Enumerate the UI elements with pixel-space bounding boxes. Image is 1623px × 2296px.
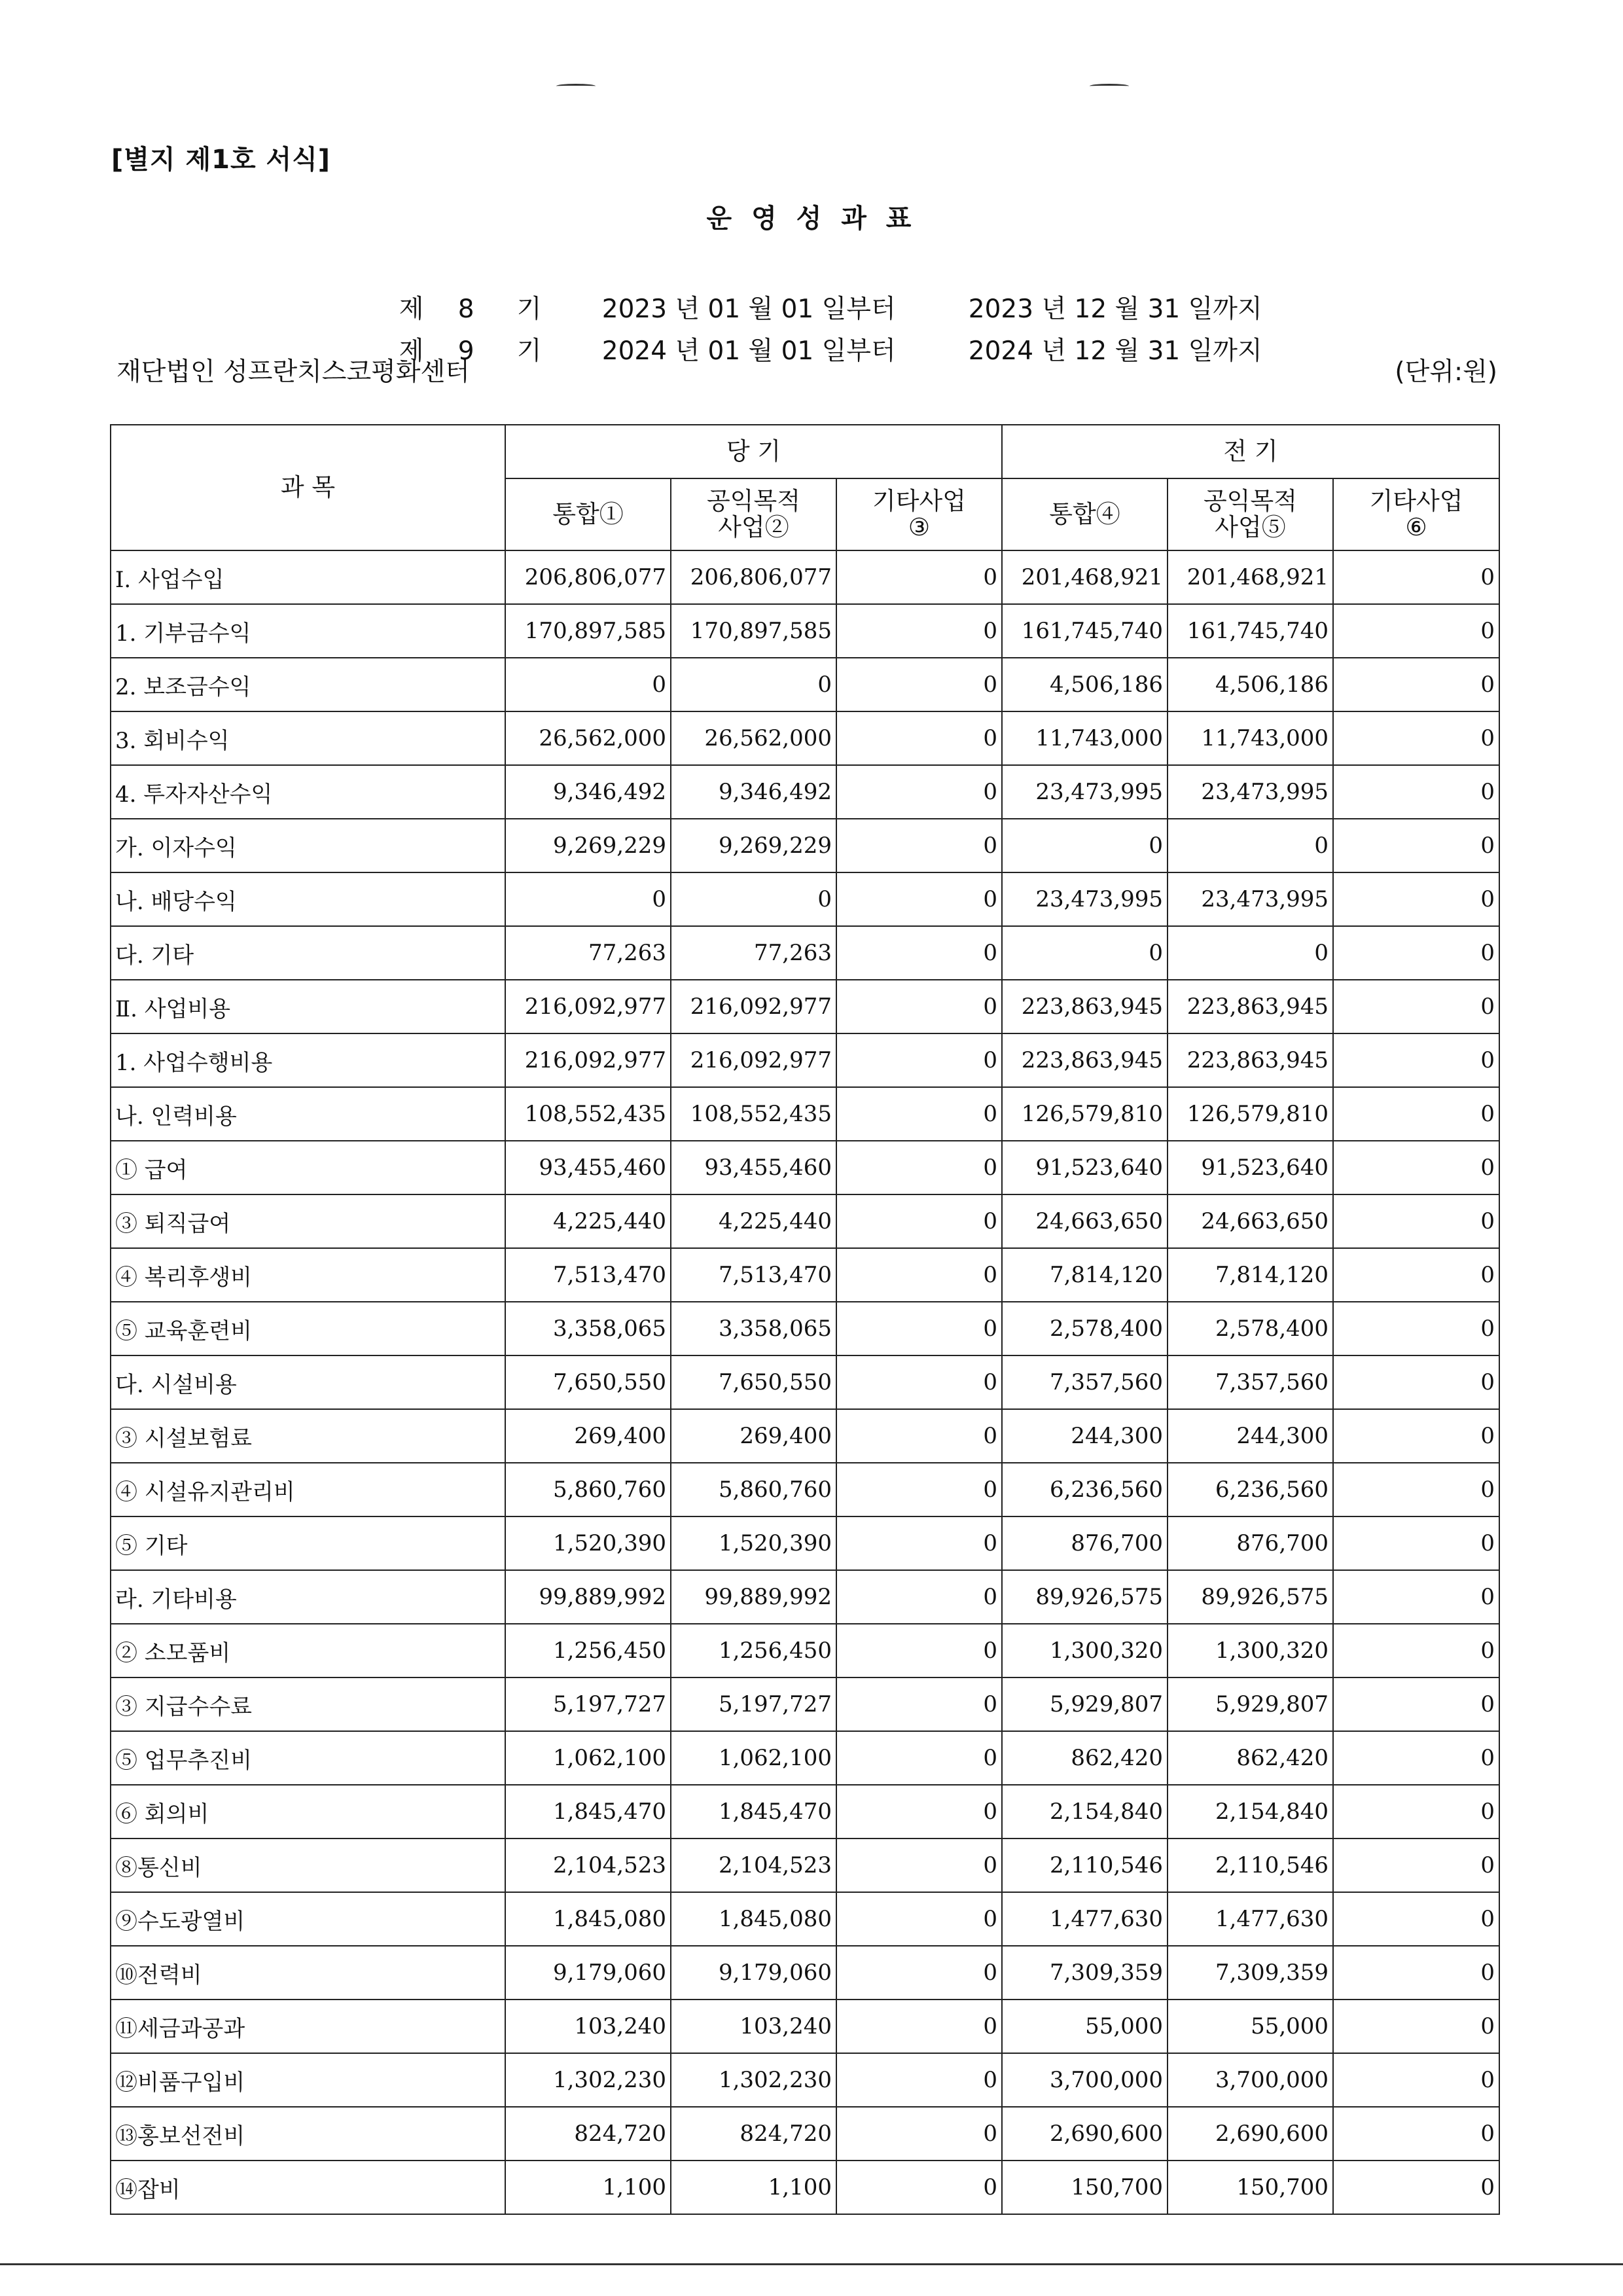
amount-cell: 0: [836, 1087, 1002, 1141]
period-number: 8: [457, 295, 474, 324]
amount-cell: 0: [1333, 1892, 1499, 1946]
amount-cell: 7,513,470: [505, 1248, 671, 1302]
table-row: [111, 1946, 1499, 2000]
amount-cell: 150,700: [1168, 2161, 1333, 2214]
table-body: [111, 550, 1499, 2214]
table-row: [111, 1570, 1499, 1624]
amount-cell: 0: [836, 980, 1002, 1033]
amount-cell: 55,000: [1002, 2000, 1168, 2053]
amount-cell: 2,104,523: [671, 1839, 836, 1892]
amount-cell: 2,690,600: [1168, 2107, 1333, 2161]
amount-cell: 223,863,945: [1168, 1033, 1333, 1087]
amount-cell: 55,000: [1168, 2000, 1333, 2053]
amount-cell: 0: [836, 1624, 1002, 1677]
amount-cell: 4,225,440: [505, 1194, 671, 1248]
amount-cell: 0: [836, 872, 1002, 926]
table-row: [111, 1516, 1499, 1570]
table-row: [111, 765, 1499, 819]
account-label: ⑨수도광열비: [111, 1892, 505, 1946]
table-row: [111, 1463, 1499, 1516]
amount-cell: 3,700,000: [1002, 2053, 1168, 2107]
amount-cell: 2,578,400: [1168, 1302, 1333, 1355]
amount-cell: 9,346,492: [671, 765, 836, 819]
table-row: [111, 1624, 1499, 1677]
amount-cell: 91,523,640: [1168, 1141, 1333, 1194]
amount-cell: 103,240: [505, 2000, 671, 2053]
amount-cell: 5,197,727: [505, 1677, 671, 1731]
amount-cell: 0: [1333, 711, 1499, 765]
amount-cell: 244,300: [1002, 1409, 1168, 1463]
amount-cell: 26,562,000: [505, 711, 671, 765]
table-row: [111, 1785, 1499, 1839]
account-label: 나. 배당수익: [111, 872, 505, 926]
amount-cell: 2,154,840: [1002, 1785, 1168, 1839]
amount-cell: 0: [836, 1463, 1002, 1516]
amount-cell: 7,309,359: [1002, 1946, 1168, 2000]
amount-cell: 4,225,440: [671, 1194, 836, 1248]
amount-cell: 2,110,546: [1168, 1839, 1333, 1892]
amount-cell: 0: [836, 1194, 1002, 1248]
amount-cell: 1,302,230: [671, 2053, 836, 2107]
amount-cell: 0: [1333, 1839, 1499, 1892]
amount-cell: 5,860,760: [505, 1463, 671, 1516]
column-header: 공익목적 사업⑤: [1168, 478, 1333, 550]
amount-cell: 244,300: [1168, 1409, 1333, 1463]
amount-cell: 5,929,807: [1002, 1677, 1168, 1731]
amount-cell: 0: [1333, 2053, 1499, 2107]
amount-cell: 0: [836, 1839, 1002, 1892]
amount-cell: 0: [1333, 604, 1499, 658]
amount-cell: 24,663,650: [1168, 1194, 1333, 1248]
table-row: [111, 1033, 1499, 1087]
account-label: 3. 회비수익: [111, 711, 505, 765]
account-label: ① 급여: [111, 1141, 505, 1194]
amount-cell: 3,358,065: [505, 1302, 671, 1355]
account-label: ② 소모품비: [111, 1624, 505, 1677]
amount-cell: 0: [836, 1248, 1002, 1302]
account-label: ⑧통신비: [111, 1839, 505, 1892]
amount-cell: 2,690,600: [1002, 2107, 1168, 2161]
table-row: [111, 604, 1499, 658]
amount-cell: 3,700,000: [1168, 2053, 1333, 2107]
amount-cell: 23,473,995: [1168, 872, 1333, 926]
table-row: [111, 1194, 1499, 1248]
amount-cell: 0: [1333, 2107, 1499, 2161]
column-header: 통합④: [1002, 478, 1168, 550]
amount-cell: 4,506,186: [1168, 658, 1333, 711]
amount-cell: 3,358,065: [671, 1302, 836, 1355]
period-je: 제: [399, 295, 424, 324]
operating-results-table: [110, 424, 1500, 2215]
period-je: 제: [399, 336, 424, 366]
amount-cell: 0: [1333, 2000, 1499, 2053]
amount-cell: 0: [1333, 550, 1499, 604]
table-row: [111, 819, 1499, 872]
amount-cell: 0: [505, 658, 671, 711]
amount-cell: 223,863,945: [1168, 980, 1333, 1033]
amount-cell: 0: [836, 550, 1002, 604]
amount-cell: 0: [836, 1033, 1002, 1087]
amount-cell: 0: [836, 1785, 1002, 1839]
amount-cell: 5,929,807: [1168, 1677, 1333, 1731]
period-to: 2023 년 12 월 31 일까지: [968, 295, 1262, 324]
amount-cell: 126,579,810: [1002, 1087, 1168, 1141]
account-label: ⑤ 교육훈련비: [111, 1302, 505, 1355]
amount-cell: 0: [836, 604, 1002, 658]
table-row: [111, 1302, 1499, 1355]
amount-cell: 99,889,992: [505, 1570, 671, 1624]
amount-cell: 0: [1333, 1033, 1499, 1087]
unit-label: (단위:원): [1395, 357, 1497, 387]
amount-cell: 1,477,630: [1002, 1892, 1168, 1946]
period-number: 9: [457, 336, 474, 366]
amount-cell: 161,745,740: [1002, 604, 1168, 658]
amount-cell: 1,100: [505, 2161, 671, 2214]
amount-cell: 0: [1333, 1516, 1499, 1570]
table-row: [111, 1087, 1499, 1141]
account-label: ③ 시설보험료: [111, 1409, 505, 1463]
table-row: [111, 2053, 1499, 2107]
amount-cell: 201,468,921: [1002, 550, 1168, 604]
amount-cell: 23,473,995: [1002, 765, 1168, 819]
amount-cell: 23,473,995: [1168, 765, 1333, 819]
account-label: ⑭잡비: [111, 2161, 505, 2214]
amount-cell: 0: [836, 711, 1002, 765]
current-period-header: 당 기: [505, 425, 1002, 478]
amount-cell: 862,420: [1002, 1731, 1168, 1785]
amount-cell: 7,309,359: [1168, 1946, 1333, 2000]
account-label: 1. 사업수행비용: [111, 1033, 505, 1087]
amount-cell: 269,400: [671, 1409, 836, 1463]
amount-cell: 0: [836, 1516, 1002, 1570]
amount-cell: 9,179,060: [671, 1946, 836, 2000]
amount-cell: 7,814,120: [1168, 1248, 1333, 1302]
amount-cell: 0: [1333, 1302, 1499, 1355]
column-header: 기타사업 ⑥: [1333, 478, 1499, 550]
amount-cell: 0: [836, 819, 1002, 872]
amount-cell: 0: [836, 765, 1002, 819]
amount-cell: 1,300,320: [1168, 1624, 1333, 1677]
amount-cell: 108,552,435: [505, 1087, 671, 1141]
amount-cell: 24,663,650: [1002, 1194, 1168, 1248]
table-row: [111, 2161, 1499, 2214]
table-row: [111, 2107, 1499, 2161]
account-label: 나. 인력비용: [111, 1087, 505, 1141]
amount-cell: 9,346,492: [505, 765, 671, 819]
amount-cell: 0: [1333, 1785, 1499, 1839]
amount-cell: 0: [1333, 1194, 1499, 1248]
amount-cell: 0: [1333, 1731, 1499, 1785]
amount-cell: 89,926,575: [1002, 1570, 1168, 1624]
amount-cell: 5,197,727: [671, 1677, 836, 1731]
amount-cell: 5,860,760: [671, 1463, 836, 1516]
amount-cell: 89,926,575: [1168, 1570, 1333, 1624]
account-label: 1. 기부금수익: [111, 604, 505, 658]
amount-cell: 99,889,992: [671, 1570, 836, 1624]
amount-cell: 1,845,080: [671, 1892, 836, 1946]
account-label: 2. 보조금수익: [111, 658, 505, 711]
amount-cell: 0: [1002, 926, 1168, 980]
amount-cell: 9,179,060: [505, 1946, 671, 2000]
account-label: 다. 기타: [111, 926, 505, 980]
amount-cell: 77,263: [505, 926, 671, 980]
account-label: 가. 이자수익: [111, 819, 505, 872]
amount-cell: 0: [836, 1570, 1002, 1624]
amount-cell: 0: [1333, 1248, 1499, 1302]
amount-cell: 77,263: [671, 926, 836, 980]
amount-cell: 11,743,000: [1002, 711, 1168, 765]
amount-cell: 108,552,435: [671, 1087, 836, 1141]
amount-cell: 824,720: [505, 2107, 671, 2161]
bottom-rule: [0, 2263, 1623, 2265]
amount-cell: 7,650,550: [505, 1355, 671, 1409]
account-label: ⑬홍보선전비: [111, 2107, 505, 2161]
amount-cell: 1,845,470: [671, 1785, 836, 1839]
amount-cell: 0: [1333, 1946, 1499, 2000]
table-row: [111, 1677, 1499, 1731]
amount-cell: 2,110,546: [1002, 1839, 1168, 1892]
column-header: 공익목적 사업②: [671, 478, 836, 550]
amount-cell: 0: [836, 2107, 1002, 2161]
amount-cell: 0: [836, 1355, 1002, 1409]
amount-cell: 0: [836, 2161, 1002, 2214]
table-row: [111, 872, 1499, 926]
amount-cell: 0: [1333, 872, 1499, 926]
amount-cell: 103,240: [671, 2000, 836, 2053]
period-to: 2024 년 12 월 31 일까지: [968, 336, 1262, 366]
amount-cell: 7,650,550: [671, 1355, 836, 1409]
amount-cell: 0: [836, 926, 1002, 980]
amount-cell: 0: [671, 658, 836, 711]
amount-cell: 0: [1168, 819, 1333, 872]
scan-mark-right: [1090, 84, 1129, 88]
amount-cell: 0: [836, 2053, 1002, 2107]
account-label: 4. 투자자산수익: [111, 765, 505, 819]
period-line-2: [383, 301, 1262, 367]
table-row: [111, 1892, 1499, 1946]
amount-cell: 161,745,740: [1168, 604, 1333, 658]
amount-cell: 91,523,640: [1002, 1141, 1168, 1194]
amount-cell: 0: [1333, 1570, 1499, 1624]
table-row: [111, 1409, 1499, 1463]
amount-cell: 876,700: [1002, 1516, 1168, 1570]
table-row: [111, 1355, 1499, 1409]
amount-cell: 216,092,977: [505, 1033, 671, 1087]
amount-cell: 170,897,585: [671, 604, 836, 658]
amount-cell: 0: [1333, 658, 1499, 711]
account-label: ⑥ 회의비: [111, 1785, 505, 1839]
amount-cell: 0: [836, 1409, 1002, 1463]
amount-cell: 7,357,560: [1002, 1355, 1168, 1409]
account-label: ③ 퇴직급여: [111, 1194, 505, 1248]
account-label: ③ 지급수수료: [111, 1677, 505, 1731]
amount-cell: 170,897,585: [505, 604, 671, 658]
amount-cell: 206,806,077: [505, 550, 671, 604]
account-label: ④ 시설유지관리비: [111, 1463, 505, 1516]
amount-cell: 0: [836, 1141, 1002, 1194]
amount-cell: 0: [1333, 1677, 1499, 1731]
amount-cell: 0: [836, 658, 1002, 711]
account-label: ⑤ 업무추진비: [111, 1731, 505, 1785]
amount-cell: 0: [836, 1892, 1002, 1946]
amount-cell: 0: [1333, 765, 1499, 819]
period-gi: 기: [516, 336, 542, 366]
account-label: ⑫비품구입비: [111, 2053, 505, 2107]
prior-period-header: 전 기: [1002, 425, 1499, 478]
amount-cell: 216,092,977: [505, 980, 671, 1033]
amount-cell: 7,357,560: [1168, 1355, 1333, 1409]
amount-cell: 150,700: [1002, 2161, 1168, 2214]
table-row: [111, 550, 1499, 604]
amount-cell: 23,473,995: [1002, 872, 1168, 926]
page-title: 운 영 성 과 표: [706, 204, 917, 234]
amount-cell: 223,863,945: [1002, 980, 1168, 1033]
account-label: ⑩전력비: [111, 1946, 505, 2000]
amount-cell: 223,863,945: [1002, 1033, 1168, 1087]
amount-cell: 6,236,560: [1002, 1463, 1168, 1516]
account-label: Ⅰ. 사업수입: [111, 550, 505, 604]
amount-cell: 1,256,450: [671, 1624, 836, 1677]
amount-cell: 9,269,229: [505, 819, 671, 872]
amount-cell: 0: [1168, 926, 1333, 980]
amount-cell: 216,092,977: [671, 980, 836, 1033]
amount-cell: 0: [836, 1302, 1002, 1355]
amount-cell: 1,062,100: [505, 1731, 671, 1785]
amount-cell: 2,578,400: [1002, 1302, 1168, 1355]
amount-cell: 862,420: [1168, 1731, 1333, 1785]
amount-cell: 4,506,186: [1002, 658, 1168, 711]
table-row: [111, 658, 1499, 711]
column-header: 통합①: [505, 478, 671, 550]
table-row: [111, 980, 1499, 1033]
amount-cell: 93,455,460: [671, 1141, 836, 1194]
amount-cell: 0: [1333, 2161, 1499, 2214]
amount-cell: 216,092,977: [671, 1033, 836, 1087]
period-from: 2023 년 01 월 01 일부터: [601, 295, 896, 324]
amount-cell: 824,720: [671, 2107, 836, 2161]
account-label: Ⅱ. 사업비용: [111, 980, 505, 1033]
table-row: [111, 711, 1499, 765]
amount-cell: 0: [1333, 1087, 1499, 1141]
organization-name: 재단법인 성프란치스코평화센터: [116, 357, 470, 387]
amount-cell: 1,100: [671, 2161, 836, 2214]
amount-cell: 2,104,523: [505, 1839, 671, 1892]
amount-cell: 1,845,470: [505, 1785, 671, 1839]
amount-cell: 0: [1333, 819, 1499, 872]
period-gi: 기: [516, 295, 542, 324]
amount-cell: 1,300,320: [1002, 1624, 1168, 1677]
amount-cell: 206,806,077: [671, 550, 836, 604]
amount-cell: 7,513,470: [671, 1248, 836, 1302]
amount-cell: 0: [505, 872, 671, 926]
amount-cell: 1,302,230: [505, 2053, 671, 2107]
column-header: 기타사업 ③: [836, 478, 1002, 550]
amount-cell: 0: [836, 2000, 1002, 2053]
amount-cell: 1,477,630: [1168, 1892, 1333, 1946]
amount-cell: 11,743,000: [1168, 711, 1333, 765]
amount-cell: 1,256,450: [505, 1624, 671, 1677]
amount-cell: 269,400: [505, 1409, 671, 1463]
amount-cell: 0: [1333, 1624, 1499, 1677]
account-label: 다. 시설비용: [111, 1355, 505, 1409]
account-label: ④ 복리후생비: [111, 1248, 505, 1302]
amount-cell: 1,845,080: [505, 1892, 671, 1946]
amount-cell: 1,520,390: [671, 1516, 836, 1570]
table-row: [111, 1141, 1499, 1194]
period-from: 2024 년 01 월 01 일부터: [601, 336, 896, 366]
table-row: [111, 1248, 1499, 1302]
table-row: [111, 926, 1499, 980]
amount-cell: 1,520,390: [505, 1516, 671, 1570]
table-row: [111, 1839, 1499, 1892]
amount-cell: 0: [836, 1731, 1002, 1785]
amount-cell: 0: [1333, 1409, 1499, 1463]
amount-cell: 26,562,000: [671, 711, 836, 765]
amount-cell: 1,062,100: [671, 1731, 836, 1785]
amount-cell: 0: [1333, 1463, 1499, 1516]
amount-cell: 126,579,810: [1168, 1087, 1333, 1141]
scan-mark-left: [556, 84, 596, 88]
amount-cell: 7,814,120: [1002, 1248, 1168, 1302]
amount-cell: 2,154,840: [1168, 1785, 1333, 1839]
amount-cell: 0: [1002, 819, 1168, 872]
amount-cell: 0: [836, 1677, 1002, 1731]
amount-cell: 9,269,229: [671, 819, 836, 872]
amount-cell: 0: [836, 1946, 1002, 2000]
table-row: [111, 1731, 1499, 1785]
amount-cell: 6,236,560: [1168, 1463, 1333, 1516]
amount-cell: 201,468,921: [1168, 550, 1333, 604]
form-label: [별지 제1호 서식]: [111, 145, 331, 175]
amount-cell: 876,700: [1168, 1516, 1333, 1570]
amount-cell: 0: [1333, 1141, 1499, 1194]
amount-cell: 0: [671, 872, 836, 926]
account-label: 라. 기타비용: [111, 1570, 505, 1624]
header-row-top: [111, 425, 1499, 478]
amount-cell: 93,455,460: [505, 1141, 671, 1194]
account-label: ⑤ 기타: [111, 1516, 505, 1570]
amount-cell: 0: [1333, 1355, 1499, 1409]
account-label: ⑪세금과공과: [111, 2000, 505, 2053]
amount-cell: 0: [1333, 980, 1499, 1033]
amount-cell: 0: [1333, 926, 1499, 980]
subject-header: 과 목: [111, 425, 505, 550]
table-row: [111, 2000, 1499, 2053]
